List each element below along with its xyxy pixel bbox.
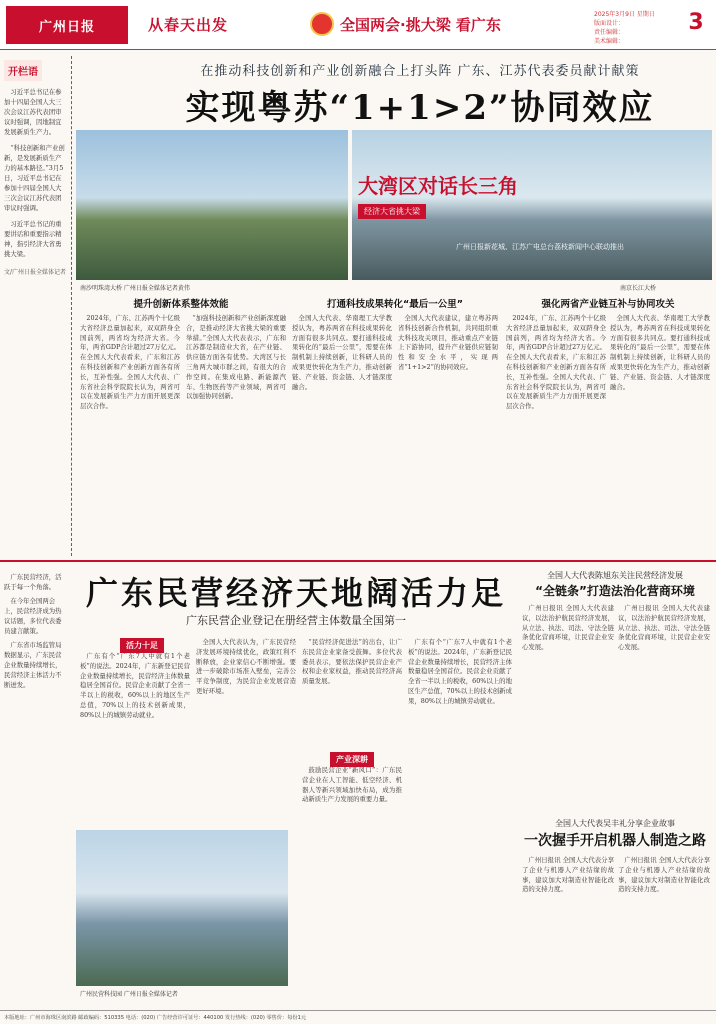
tech-park-photo bbox=[76, 830, 288, 986]
right-headline: “全链条”打造法治化营商环境 bbox=[535, 584, 695, 598]
masthead-slogan-right: 全国两会·挑大梁 看广东 bbox=[340, 16, 501, 34]
tech-park-caption: 广州民营科技园 广州日报全媒体记者 bbox=[80, 991, 178, 998]
lower-column: 鼓励民营企业“新风口”：广东民营企业在人工智能、低空经济、机器人等新兴领域加快布局，成为推动新质生产力发展的重要力量。 bbox=[302, 766, 402, 804]
intro-column bbox=[0, 56, 72, 556]
series-title: 大湾区对话长三角 bbox=[358, 174, 518, 198]
lower-intro-paragraph: 广东省市场监管局数据显示，广东民营企业数量持续增长，民营经济主体活力不断迸发。 bbox=[4, 641, 62, 689]
feature-headline: 实现粤苏“1+1>2”协同效应 bbox=[185, 88, 655, 128]
section-tag-industry: 产业深耕 bbox=[330, 752, 374, 767]
right-column: 广州日报讯 全国人大代表建议，以法治护航民营经济发展，从立法、执法、司法、守法全链条优化营商环境，让民营企业安心发展。 bbox=[522, 604, 614, 652]
feature-photo-row bbox=[76, 130, 712, 280]
lower-intro-column bbox=[0, 568, 68, 1008]
series-badge: 经济大省挑大梁 bbox=[358, 204, 426, 219]
page-number: 3 bbox=[688, 10, 704, 35]
lower-intro-paragraph: 广东民营经济，活跃于每一个角落。 bbox=[4, 573, 62, 591]
right-kicker: 全国人大代表陈旭东关注民营经济发展 bbox=[547, 571, 683, 580]
issue-art-editor: 美术编辑： bbox=[594, 38, 625, 45]
subhead-2: 打通科技成果转化“最后一公里” bbox=[327, 299, 463, 310]
masthead bbox=[0, 0, 716, 50]
lower-headline: 广东民营经济天地阔活力足 bbox=[85, 574, 506, 612]
section-tag-vitality: 活力十足 bbox=[120, 638, 164, 653]
intro-tag: 开栏语 bbox=[4, 60, 42, 81]
feature-column: “加强科技创新和产业创新深度融合，是推动经济大省挑大梁的重要举措。”全国人大代表表示，广东和江苏都是制造业大省，在产业链、供应链方面各有优势。大湾区与长三角两大城市群之间，有很大的合作空间。在集成电路、新能源汽车、生物医药等产业领域，两省可以加强协同创新。 bbox=[186, 314, 286, 401]
feature-column: 2024年，广东、江苏两个十亿级大省经济总量加起来，双双跻身全国前列，两省均为经济大省。今年，两省GDP合计超过27万亿元。在全国人大代表看来，广东和江苏在科技创新和产业创新方面各有所长，互补性强。全国人大代表、广东省社会科学院院长认为，两省可以在发展新质生产力方面开展更深层次合作。 bbox=[80, 314, 180, 411]
intro-byline: 文/广州日报全媒体记者 bbox=[4, 269, 67, 276]
lower-subhead: 广东民营企业登记在册经营主体数量全国第一 bbox=[186, 614, 406, 627]
feature-column: 全国人大代表建议，建立粤苏两省科技创新合作机制，共同组织重大科技攻关项目，推动重点产业链上下游协同，提升产业链供应链韧性和安全水平，实现两省“1+1>2”的协同效应。 bbox=[398, 314, 498, 371]
lower-column: 广东有个“广东7人中就有1个老板”的说法。2024年，广东新登记民营企业数量持续增长，民营经济主体数量稳居全国首位。民营企业贡献了全省一半以上的税收，60%以上的地区生产总值，70%以上的技术创新成果，80%以上的城镇劳动就业。 bbox=[80, 652, 190, 719]
newspaper-logo: 广州日报 bbox=[6, 6, 128, 44]
intro-paragraph: 习近平总书记在参加十四届全国人大三次会议江苏代表团审议时强调，因地制宜发展新质生产力。 bbox=[4, 88, 62, 136]
lower-column: 全国人大代表认为，广东民营经济发展环境持续优化，政策红利不断释放，企业家信心不断增强。要进一步破除市场准入壁垒，完善公平竞争制度，为民营企业发展营造更好环境。 bbox=[196, 638, 296, 695]
lower-column: “民营经济促进法”的出台，让广东民营企业家备受鼓舞。多位代表委员表示，要依法保护民营企业产权和企业家权益，推动民营经济高质量发展。 bbox=[302, 638, 402, 686]
issue-designer: 版面设计： bbox=[594, 20, 625, 27]
bridge-photo-left bbox=[76, 130, 348, 280]
right-column-2: 广州日报讯 全国人大代表分享了企业与机器人产业结缘的故事，建议加大对制造业智能化改造的支持力度。 bbox=[618, 856, 710, 894]
page-footer: 本版地址：广州市海珠区南滨路 邮政编码：510335 电话：(020) 广告经营许可证号：440100 发行热线：(020) 零售价：每份1元 bbox=[0, 1010, 716, 1024]
lower-intro-paragraph: 在今年全国两会上，民营经济成为热议话题，多位代表委员建言献策。 bbox=[4, 597, 62, 635]
masthead-slogan-left: 从春天出发 bbox=[148, 16, 229, 34]
feature-column: 全国人大代表、华南理工大学教授认为，粤苏两省在科技成果转化方面有很多共同点。要打通科技成果转化的“最后一公里”，需要在体制机制上持续创新，让科研人员的成果更快转化为生产力，推动创新链、产业链、资金链、人才链深度融合。 bbox=[292, 314, 392, 391]
section-divider bbox=[0, 560, 716, 562]
feature-column: 全国人大代表、华南理工大学教授认为，粤苏两省在科技成果转化方面有很多共同点。要打通科技成果转化的“最后一公里”，需要在体制机制上持续创新，让科研人员的成果更快转化为生产力，推动创新链、产业链、资金链、人才链深度融合。 bbox=[610, 314, 710, 391]
intro-paragraph: “科技创新和产业创新，是发展新质生产力的基本路径。”3月5日，习近平总书记在参加十四届全国人大三次会议江苏代表团审议时强调。 bbox=[4, 144, 65, 212]
subhead-3: 强化两省产业链互补与协同攻关 bbox=[541, 299, 675, 310]
photo-caption-left: 南沙明珠湾大桥 广州日报全媒体记者黄伟 bbox=[80, 285, 190, 292]
issue-editor: 责任编辑： bbox=[594, 29, 625, 36]
issue-info bbox=[594, 10, 655, 46]
right-headline-2: 一次握手开启机器人制造之路 bbox=[524, 833, 706, 849]
series-banner-text: 广州日报新花城、江苏广电总台荔枝新闻中心联动推出 bbox=[456, 243, 624, 251]
emblem-icon bbox=[310, 12, 334, 36]
feature-column: 2024年，广东、江苏两个十亿级大省经济总量加起来，双双跻身全国前列，两省均为经济大省。今年，两省GDP合计超过27万亿元。在全国人大代表看来，广东和江苏在科技创新和产业创新方面各有所长，互补性强。全国人大代表、广东省社会科学院院长认为，两省可以在发展新质生产力方面开展更深层次合作。 bbox=[506, 314, 606, 411]
subhead-1: 提升创新体系整体效能 bbox=[133, 299, 229, 310]
right-kicker-2: 全国人大代表吴丰礼分享企业故事 bbox=[555, 819, 675, 828]
lower-column: 广东有个“广东7人中就有1个老板”的说法。2024年，广东新登记民营企业数量持续增长，民营经济主体数量稳居全国首位。民营企业贡献了全省一半以上的税收，60%以上的地区生产总值，70%以上的技术创新成果，80%以上的城镇劳动就业。 bbox=[408, 638, 512, 705]
right-column: 广州日报讯 全国人大代表建议，以法治护航民营经济发展，从立法、执法、司法、守法全链条优化营商环境，让民营企业安心发展。 bbox=[618, 604, 710, 652]
intro-paragraph: 习近平总书记的重要讲话和重要指示精神，指引经济大省勇挑大梁。 bbox=[4, 220, 62, 258]
issue-date: 2025年3月9日 星期日 bbox=[594, 11, 655, 18]
feature-kicker: 在推动科技创新和产业创新融合上打头阵 广东、江苏代表委员献计献策 bbox=[200, 64, 640, 79]
photo-caption-right: 南京长江大桥 bbox=[620, 285, 657, 292]
right-column-2: 广州日报讯 全国人大代表分享了企业与机器人产业结缘的故事，建议加大对制造业智能化改造的支持力度。 bbox=[522, 856, 614, 894]
series-stamp bbox=[358, 170, 518, 222]
